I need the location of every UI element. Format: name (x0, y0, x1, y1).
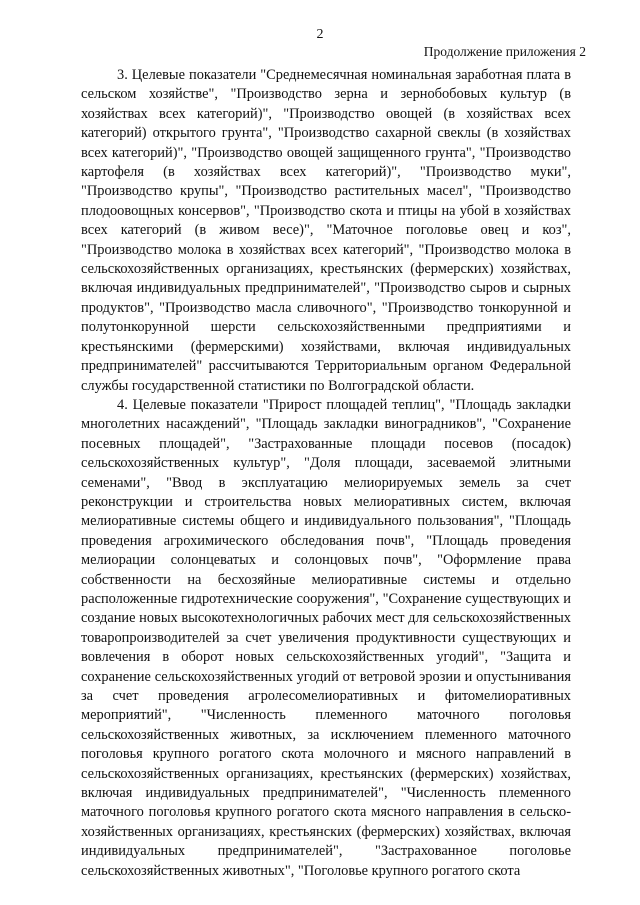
document-body (81, 66, 571, 881)
paragraph-item-4: 4. Целевые показатели "Прирост площадей теплиц", "Площадь закладки многолетних насаждений", "Площадь закладки виноградников", "Сохранение посевных площадей", "Застрахованные площади посевов (посадок) сельскохозяйственных культур", "Доля площади, засеваемой элитными семенами", "Ввод в эксплуатацию мелиорируемых земель за счет реконструкции и строительства новых мелиоративных систем, включая мелиоративные системы общего и индивидуального пользования", "Площадь проведения агрохимического обследования почв", "Площадь проведения мелиорации солонцеватых и солонцовых почв", "Оформление права собственности на бесхозяйные мелиоративные системы и отдельно расположенные гидротехнические сооружения", "Сохранение существующих и создание новых высокотехнологичных рабочих мест для сельскохозяйственных товаропроизводителей за счет увеличения продуктивности существующих и вовлечения в оборот новых сельскохозяйственных угодий", "Защита и сохранение сельскохозяйственных угодий от ветровой эрозии и опустынивания за счет проведения агролесомелиоративных и фитомелиоративных мероприятий", "Численность племенного маточного поголовья сельскохозяйственных животных, за исключением племенного маточного поголовья крупного рогатого скота молочного и мясного направлений в сельскохозяйственных организациях, крестьянских (фермерских) хозяйствах, включая индивидуальных предпринимателей", "Численность племенного маточного поголовья крупного рогатого скота мясного направления в сельскохозяйственных организациях, крестьянских (фермерских) хозяйствах, включая индивидуальных предпринимателей", "Застрахованное поголовье сельскохозяйственных животных", "Поголовье крупного рогатого скота (81, 396, 571, 879)
paragraph-item-3: 3. Целевые показатели "Среднемесячная номинальная заработная плата в сельском хозяйстве", "Производство зерна и зернобобовых культур (в хозяйствах всех категорий)", "Производство овощей (в хозяйствах всех категорий) открытого грунта", "Производство сахарной свеклы (в хозяйствах всех категорий)", "Производство овощей защищенного грунта", "Производство картофеля (в хозяйствах всех категорий)", "Производство муки", "Производство крупы", "Производство растительных масел", "Производство плодоовощных консервов", "Производство скота и птицы на убой в хозяйствах всех категорий (в живом весе)", "Маточное поголовье овец и коз", "Производство молока в хозяйствах всех категорий", "Производство молока в сельскохозяйственных организациях, крестьянских (фермерских) хозяйствах, включая индивидуальных предпринимателей", "Производство сыров и сырных продуктов", "Производство масла сливочного", "Производство тонкорунной и полутонкорунной шерсти сельскохозяйственными предприятиями и крестьянскими (фермерскими) хозяйствами, включая индивидуальных предпринимателей" рассчитываются Территориальным органом Федеральной службы государственной статистики по Волгоградской области. (81, 67, 571, 394)
page-number: 2 (316, 27, 324, 42)
appendix-continuation-note: Продолжение приложения 2 (423, 44, 586, 59)
